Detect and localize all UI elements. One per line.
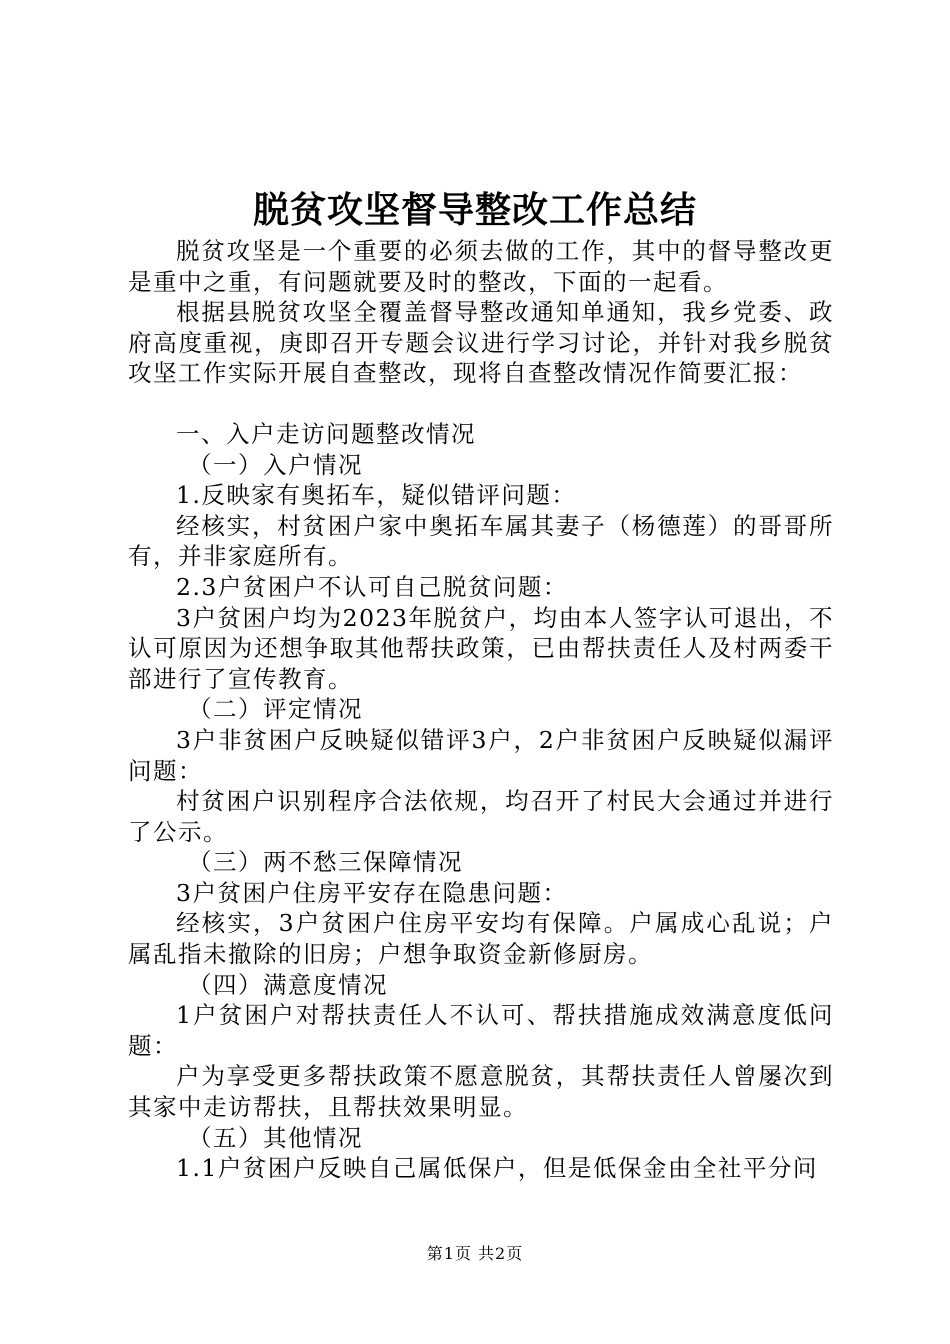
subsection-heading-2: （二）评定情况 [188,695,363,724]
issue-response: 村贫困户识别程序合法依规，均召开了村民大会通过并进行了公示。 [128,787,834,846]
paragraph-gap [128,389,834,419]
document-title: 脱贫攻坚督导整改工作总结 [252,189,697,231]
subsection-heading-5: （五）其他情况 [188,1123,363,1152]
issue-item: 1.1户贫困户反映自己属低保户，但是低保金由全社平分问 [176,1154,818,1183]
intro-paragraph: 脱贫攻坚是一个重要的必须去做的工作，其中的督导整改更是重中之重，有问题就要及时的整改，下面的一起看。 [128,237,834,296]
section-heading-1: 一、入户走访问题整改情况 [176,419,476,448]
subsection-heading-4: （四）满意度情况 [188,970,388,999]
document-body [128,236,834,1184]
issue-item: 1.反映家有奥拓车，疑似错评问题： [176,481,577,510]
background-paragraph: 根据县脱贫攻坚全覆盖督导整改通知单通知，我乡党委、政府高度重视，庚即召开专题会议进行学习讨论，并针对我乡脱贫攻坚工作实际开展自查整改，现将自查整改情况作简要汇报： [128,298,834,388]
issue-response: 经核实，3户贫困户住房平安均有保障。户属成心乱说；户属乱指未撤除的旧房；户想争取资金新修厨房。 [128,909,834,969]
issue-item: 3户非贫困户反映疑似错评3户，2户非贫困户反映疑似漏评问题： [128,725,834,785]
issue-response: 户为享受更多帮扶政策不愿意脱贫，其帮扶责任人曾屡次到其家中走访帮扶，且帮扶效果明显。 [128,1062,834,1122]
issue-item: 3户贫困户住房平安存在隐患问题： [176,878,568,907]
subsection-heading-3: （三）两不愁三保障情况 [188,848,463,877]
issue-response: 经核实，村贫困户家中奥拓车属其妻子（杨德莲）的哥哥所有，并非家庭所有。 [128,511,834,571]
issue-item: 2.3户贫困户不认可自己脱贫问题： [176,572,568,601]
page-number-footer: 第1页 共2页 [426,1244,524,1263]
subsection-heading-1: （一）入户情况 [188,450,363,479]
issue-response: 3户贫困户均为2023年脱贫户，均由本人签字认可退出，不认可原因为还想争取其他帮扶政策，已由帮扶责任人及村两委干部进行了宣传教育。 [128,603,834,693]
issue-item: 1户贫困户对帮扶责任人不认可、帮扶措施成效满意度低问题： [128,1001,834,1060]
